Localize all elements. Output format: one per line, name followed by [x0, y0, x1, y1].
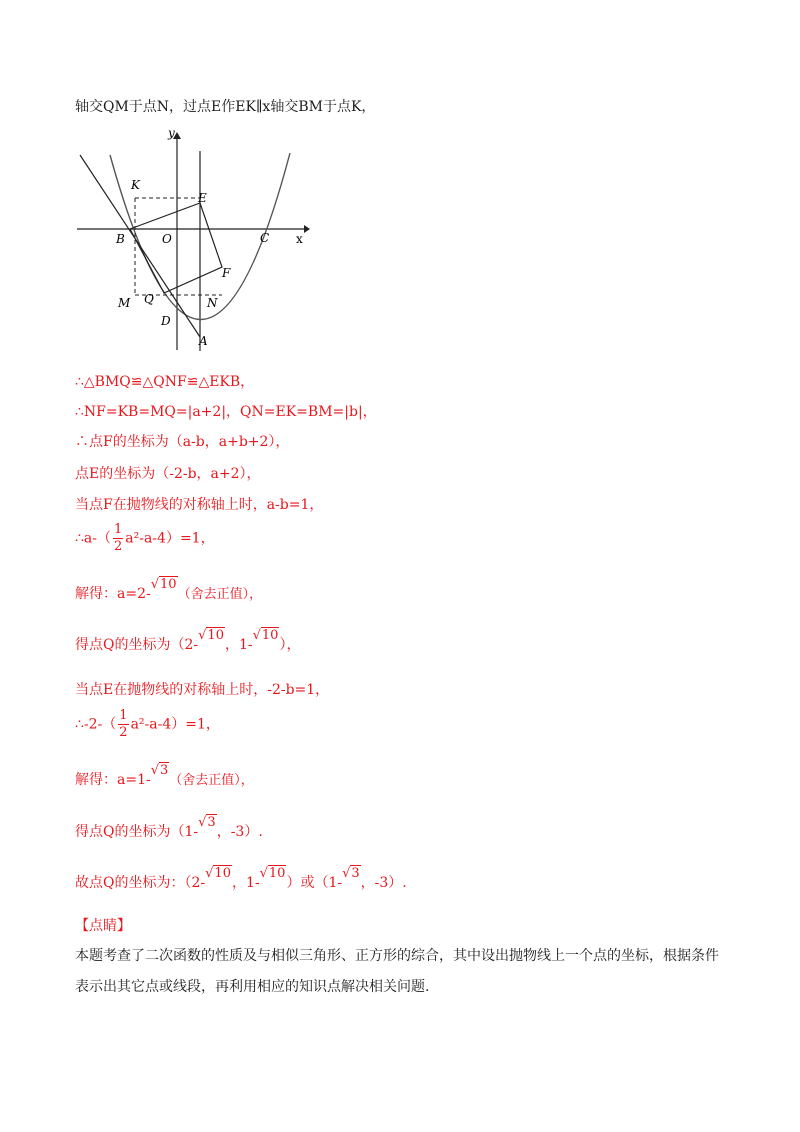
- line-7: [75, 577, 263, 605]
- label-f: F: [222, 266, 231, 280]
- label-n: N: [207, 296, 218, 310]
- sqrt: √3: [150, 763, 169, 778]
- line-1: ∴△BMQ≌△QNF≌△EKB，: [75, 374, 255, 390]
- label-a: A: [199, 334, 208, 348]
- line-11: [75, 763, 254, 791]
- label-k: K: [131, 178, 140, 192]
- sqrt-radicand: 10: [160, 577, 177, 592]
- sqrt: √10: [259, 866, 286, 881]
- line-10-pre: ∴-2-（: [75, 716, 117, 733]
- line-4: 点E的坐标为（-2-b，a+2），: [75, 466, 261, 482]
- sqrt-radicand: 3: [160, 763, 169, 778]
- comment-heading: 【点睛】: [75, 918, 131, 934]
- line-7-post: （舍去正值），: [177, 587, 263, 602]
- line-13-pre: 故点Q的坐标为：（2-: [75, 875, 206, 891]
- fraction-denominator: 2: [113, 539, 123, 554]
- fraction-numerator: 1: [119, 708, 128, 723]
- line-13-mid2: ）或（1-: [286, 875, 343, 891]
- line-6-pre: ∴a-（: [75, 530, 111, 547]
- fraction-numerator: 1: [113, 522, 123, 537]
- x-axis-arrow: [304, 225, 310, 233]
- geometry-figure: [72, 125, 312, 355]
- line-12: [75, 815, 263, 843]
- label-c: C: [260, 231, 270, 245]
- sqrt-radicand: 3: [351, 866, 360, 881]
- sqrt: √3: [342, 866, 360, 881]
- label-m: M: [118, 296, 131, 310]
- intro-line: 轴交QM于点N，过点E作EK∥x轴交BM于点K，: [75, 99, 376, 115]
- line-3: ∴点F的坐标为（a-b，a+b+2），: [75, 434, 290, 450]
- line-10: [75, 708, 220, 741]
- line-8: [75, 628, 301, 656]
- sqrt: √3: [198, 815, 216, 830]
- comment-body-line-2: 表示出其它点或线段，再利用相应的知识点解决相关问题.: [75, 979, 430, 995]
- sqrt-radicand: 10: [268, 866, 286, 881]
- sqrt: √10: [198, 628, 224, 643]
- line-8-post: ），: [279, 637, 301, 653]
- line-11-post: （舍去正值），: [169, 773, 254, 788]
- sqrt-radicand: 3: [207, 815, 216, 830]
- sqrt-radicand: 10: [261, 628, 279, 643]
- fraction-half: [118, 708, 128, 741]
- label-d: D: [161, 314, 171, 328]
- line-ab: [80, 155, 200, 337]
- line-6-post: a²-a-4）=1，: [125, 530, 215, 547]
- label-q: Q: [144, 292, 154, 306]
- sqrt-radicand: 10: [214, 866, 231, 881]
- line-13-post: ，-3）.: [360, 875, 407, 891]
- line-10-post: a²-a-4）=1，: [130, 716, 220, 733]
- label-o: O: [162, 232, 172, 246]
- line-12-post: ，-3）.: [216, 824, 263, 840]
- label-x: x: [296, 232, 303, 246]
- line-2: ∴NF=KB=MQ=|a+2|，QN=EK=BM=|b|，: [75, 404, 377, 420]
- sqrt: √10: [150, 577, 177, 592]
- line-7-pre: 解得：a=2-: [75, 586, 151, 602]
- line-8-mid: ，1-: [224, 637, 253, 653]
- line-9: 当点E在抛物线的对称轴上时，-2-b=1，: [75, 682, 330, 698]
- line-13-mid1: ，1-: [231, 875, 260, 891]
- label-y: y: [168, 126, 175, 140]
- fraction-denominator: 2: [119, 725, 128, 740]
- sqrt: √10: [252, 628, 279, 643]
- fraction-half: [113, 522, 123, 555]
- line-11-pre: 解得：a=1-: [75, 772, 151, 788]
- sqrt: √10: [205, 866, 231, 881]
- label-b: B: [116, 232, 125, 246]
- line-12-pre: 得点Q的坐标为（1-: [75, 824, 199, 840]
- line-5: 当点F在抛物线的对称轴上时，a-b=1，: [75, 497, 324, 513]
- square-befq: [130, 203, 222, 293]
- sqrt-radicand: 10: [207, 628, 224, 643]
- line-13: [75, 866, 407, 894]
- line-6: [75, 522, 215, 555]
- label-e: E: [198, 191, 207, 205]
- comment-body-line-1: 本题考查了二次函数的性质及与相似三角形、正方形的综合，其中设出抛物线上一个点的坐标，根据条件: [75, 948, 719, 964]
- line-8-pre: 得点Q的坐标为（2-: [75, 637, 199, 653]
